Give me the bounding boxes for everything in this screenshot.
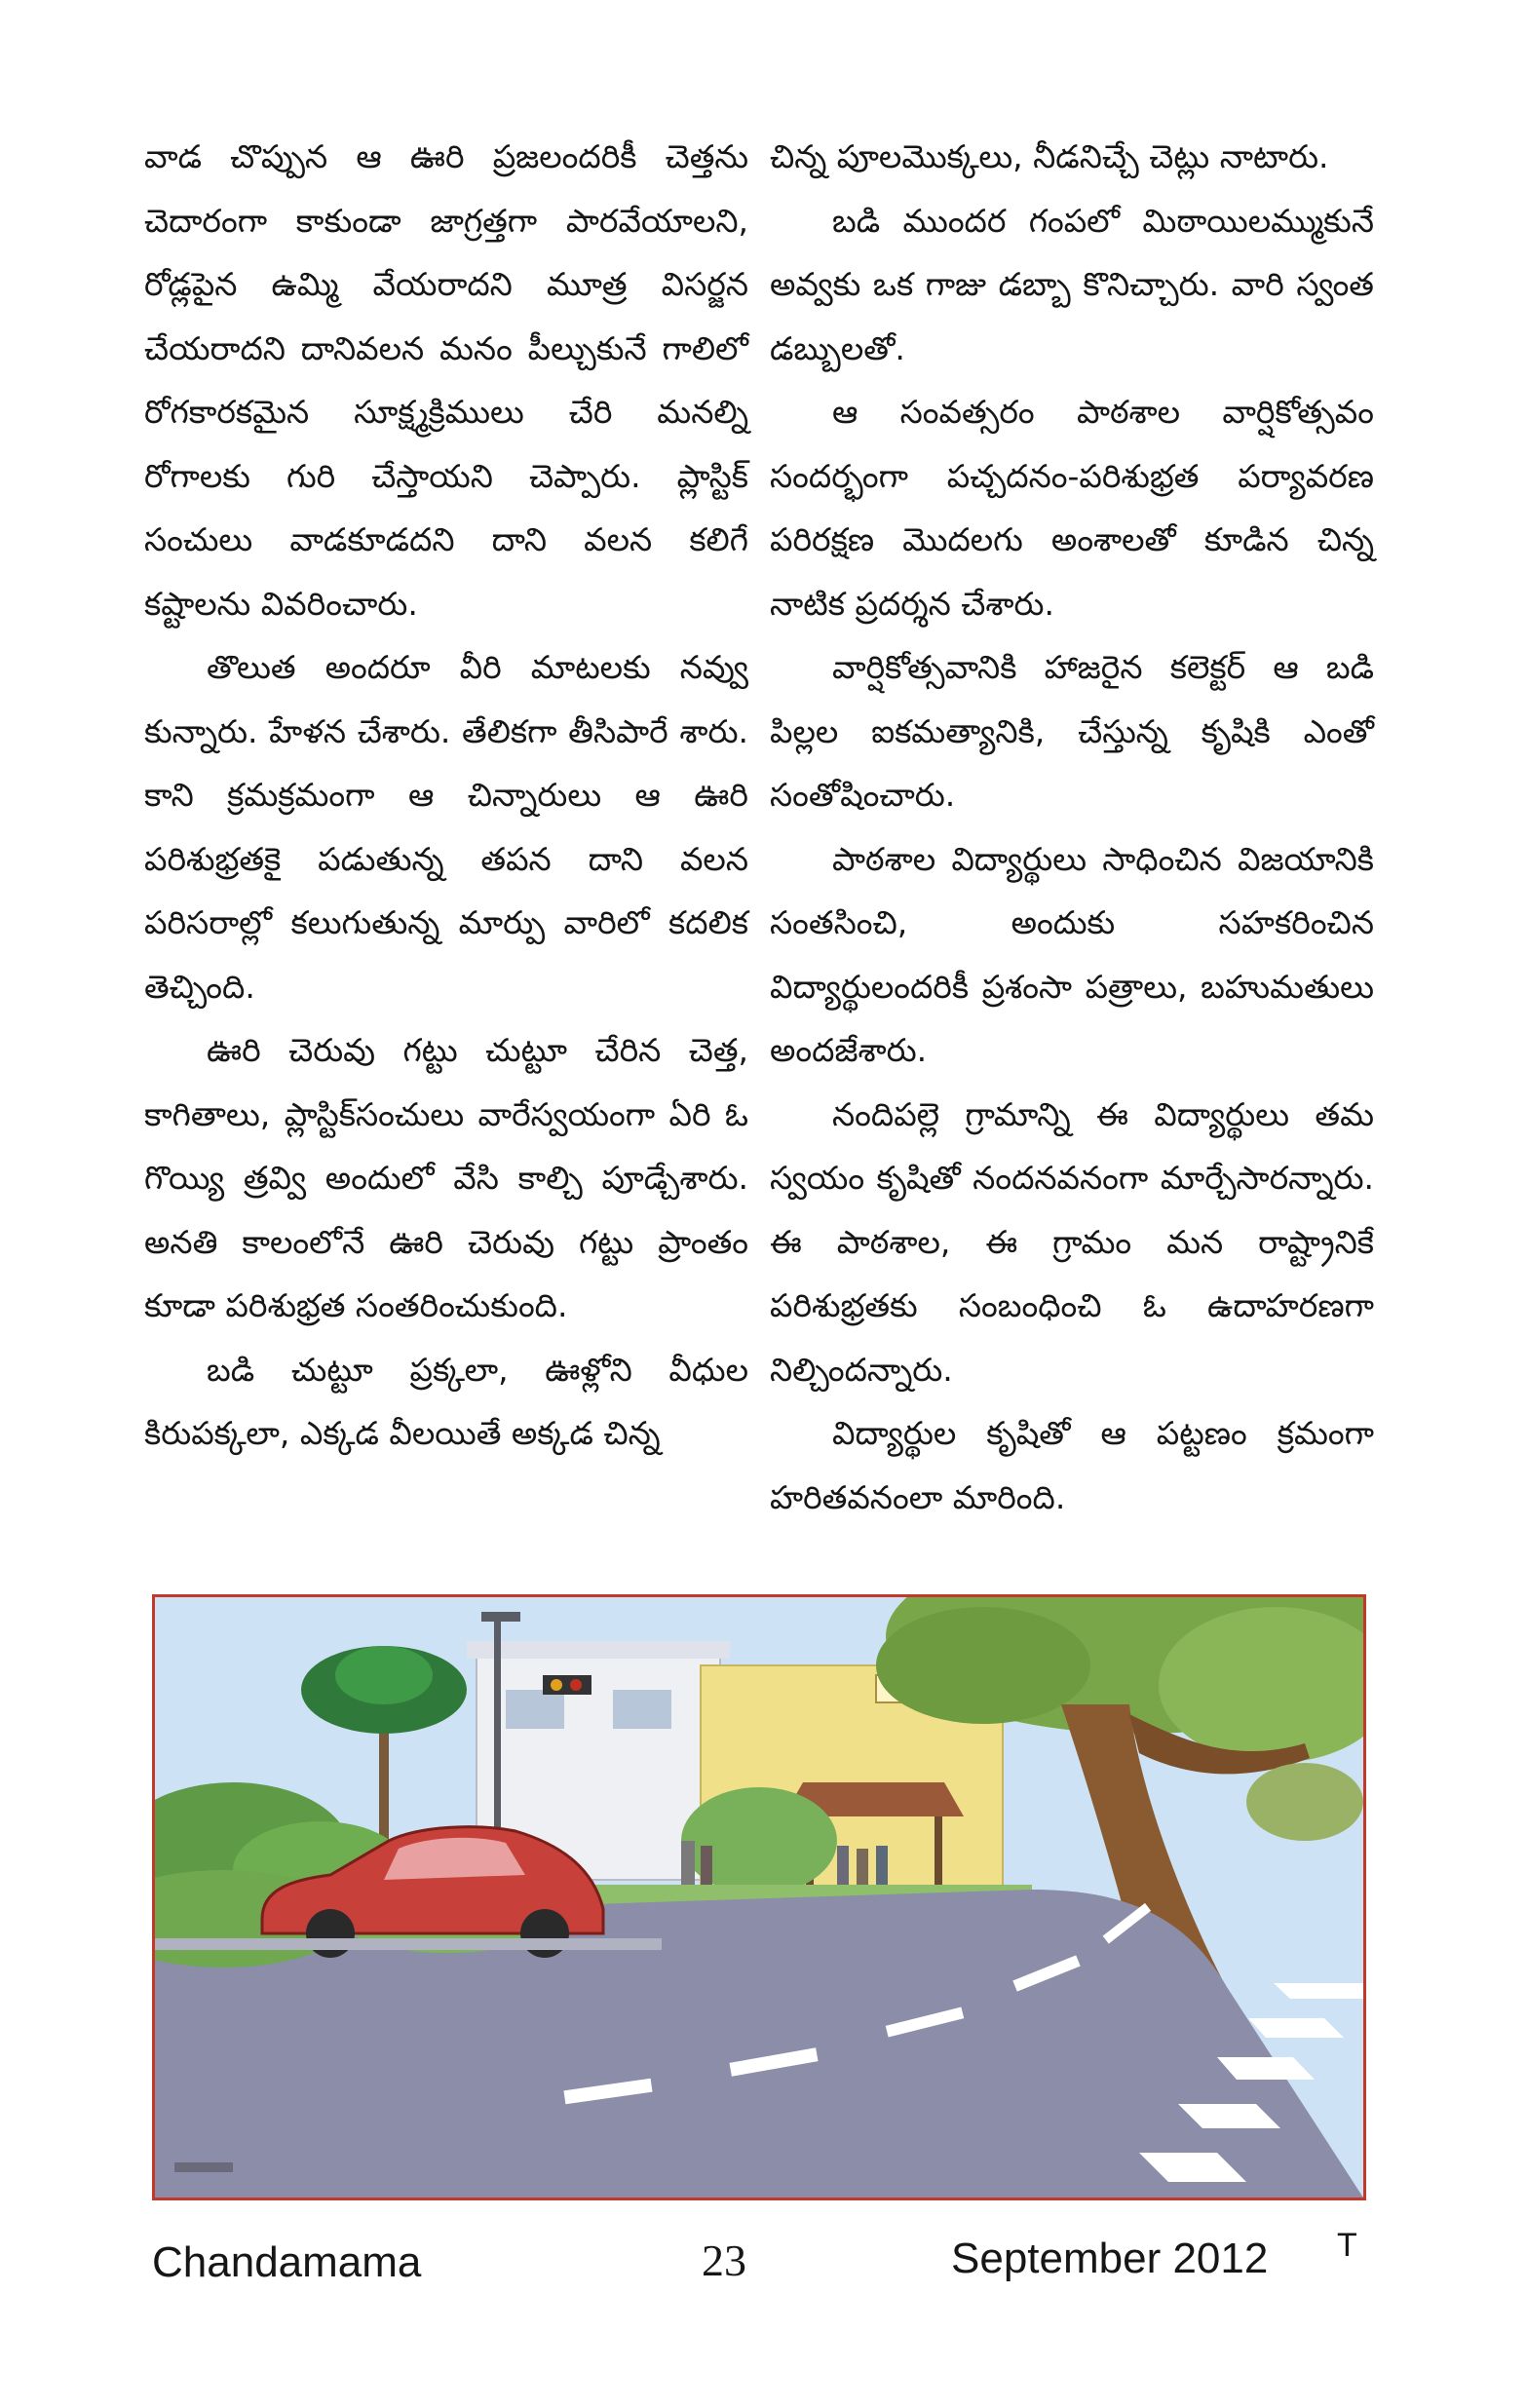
issue-date: September 2012 [951,2235,1269,2282]
paragraph: ఆ సంవత్సరం పాఠశాల వార్షికోత్సవం సందర్భంగా పచ్చదనం-పరిశుభ్రత పర్యావరణ పరిరక్షణ మొదలగు అంశాలతో కూడిన చిన్న నాటిక ప్రదర్శన చేశారు. [770,393,1374,623]
person [837,1846,849,1890]
paragraph: వార్షికోత్సవానికి హాజరైన కలెక్టర్ ఆ బడి పిల్లల ఐకమత్యానికి, చేస్తున్న కృషికి ఎంతో సంతోషించారు. [770,648,1374,814]
car-wheel [520,1909,569,1958]
tree-foliage [1246,1763,1363,1841]
traffic-light-lamp [551,1679,562,1691]
page-number: 23 [702,2236,746,2285]
shelter-post [935,1816,942,1894]
article-column-left [144,125,748,1466]
traffic-light-lamp [570,1679,582,1691]
tree-foliage [876,1607,1090,1724]
paragraph: తొలుత అందరూ వీరి మాటలకు నవ్వు కున్నారు. హేళన చేశారు. తేలికగా తీసిపారే శారు. కాని క్రమక్రమంగా ఆ చిన్నారులు ఆ ఊరి పరిశుభ్రతకై పడుతున్న తపన దాని వలన పరిసరాల్లో కలుగుతున్న మార్పు వారిలో కదలిక తెచ్చింది. [144,648,748,1006]
illustration-drawing [155,1597,1363,2198]
paragraph: వాడ చొప్పున ఆ ఊరి ప్రజలందరికీ చెత్తను చెదారంగా కాకుండా జాగ్రత్తగా పారవేయాలని, రోడ్లపైన ఉమ్మి వేయరాదని మూత్ర విసర్జన చేయరాదని దానివలన మనం పీల్చుకునే గాలిలో రోగకారకమైన సూక్ష్మక్రిములు చేరి మనల్ని రోగాలకు గురి చేస్తాయని చెప్పారు. ప్లాస్టిక్ సంచులు వాడకూడదని దాని వలన కలిగే కష్టాలను వివరించారు. [144,137,748,623]
paragraph: చిన్న పూలమొక్కలు, నీడనిచ్చే చెట్లు నాటారు. [770,137,1329,175]
paragraph: బడి ముందర గంపలో మిఠాయిలమ్ముకునే అవ్వకు ఒక గాజు డబ్బా కొనిచ్చారు. వారి స్వంత డబ్బులతో. [770,201,1374,367]
page-mark: T [1337,2227,1357,2264]
person [857,1849,868,1890]
traffic-light [543,1675,591,1695]
paragraph: బడి చుట్టూ ప్రక్కలా, ఊళ్లోని వీధుల కిరుపక్కలా, ఎక్కడ వీలయితే అక్కడ చిన్న [144,1350,748,1452]
paragraph: విద్యార్థుల కృషితో ఆ పట్టణం క్రమంగా హరితవనంలా మారింది. [770,1414,1374,1516]
magazine-name: Chandamama [152,2238,422,2286]
paragraph: పాఠశాల విద్యార్థులు సాధించిన విజయానికి సంతసించి, అందుకు సహకరించిన విద్యార్థులందరికీ ప్రశంసా పత్రాలు, బహుమతులు అందజేశారు. [770,839,1374,1069]
paragraph: ఊరి చెరువు గట్టు చుట్టూ చేరిన చెత్త, కాగితాలు, ప్లాస్టిక్‌సంచులు వారేస్వయంగా ఏరి ఓ గొయ్యి త్రవ్వి అందులో వేసి కాల్చి పూడ్చేశారు. అనతి కాలంలోనే ఊరి చెరువు గట్టు ప్రాంతం కూడా పరిశుభ్రత సంతరించుకుంది. [144,1031,748,1324]
window [506,1690,564,1729]
person [701,1846,712,1890]
white-building-roof [467,1641,730,1659]
palm-leaves [335,1646,433,1704]
window [613,1690,671,1729]
person [876,1846,888,1890]
article-column-right [770,125,1374,1529]
person [681,1841,695,1890]
car-wheel [306,1909,355,1958]
artist-signature [174,2162,233,2172]
curb [155,1938,662,1950]
paragraph: నందిపల్లె గ్రామాన్ని ఈ విద్యార్థులు తమ స్వయం కృషితో నందనవనంగా మార్చేసారన్నారు. ఈ పాఠశాల, ఈ గ్రామం మన రాష్ట్రానికే పరిశుభ్రతకు సంబంధించి ఓ ఉదాహరణగా నిల్చిందన్నారు. [770,1094,1374,1389]
lamp-head [481,1612,520,1622]
page-footer [0,2227,1526,2305]
street-scene-illustration [152,1594,1366,2200]
